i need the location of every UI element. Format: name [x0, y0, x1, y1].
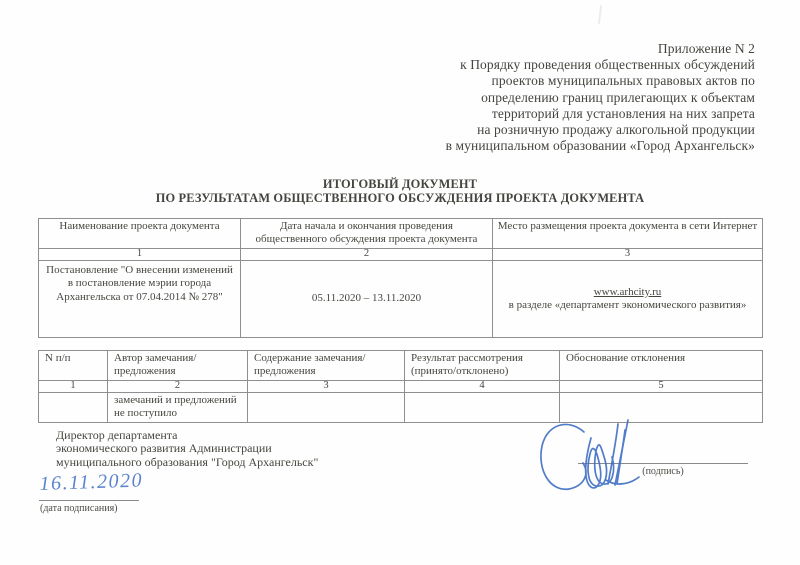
- table2-header-result: Результат рассмотрения (принято/отклонено): [405, 351, 560, 381]
- table2-col-number: 5: [560, 380, 763, 392]
- signer-title-line: муниципального образования "Город Архангельск": [56, 454, 319, 469]
- appendix-line: на розничную продажу алкогольной продукции: [477, 122, 755, 138]
- date-caption: (дата подписания): [40, 503, 118, 514]
- table2-number-row: [39, 380, 763, 392]
- table2-header-index: N п/п: [39, 351, 108, 381]
- table1-col-number: 3: [493, 249, 763, 261]
- scan-artifact: [598, 5, 602, 24]
- handwritten-date: 16.11.2020: [39, 469, 144, 496]
- table2-col-number: 4: [405, 380, 560, 392]
- appendix-line: Приложение N 2: [657, 41, 755, 56]
- appendix-header: [446, 41, 755, 154]
- arhcity-url-note: в разделе «департамент экономического развития»: [508, 299, 747, 311]
- table2-col-number: 3: [248, 380, 405, 392]
- appendix-line: к Порядку проведения общественных обсуждений: [460, 57, 755, 73]
- date-line: [39, 500, 139, 501]
- table1-col-number: 1: [39, 249, 241, 261]
- table2-cell-index: [39, 392, 108, 422]
- document-title-line2: ПО РЕЗУЛЬТАТАМ ОБЩЕСТВЕННОГО ОБСУЖДЕНИЯ ПРОЕКТА ДОКУМЕНТА: [155, 190, 645, 205]
- appendix-line: определению границ прилегающих к объектам: [481, 89, 755, 105]
- table2-header-content: Содержание замечания/предложения: [248, 351, 405, 381]
- appendix-line: проектов муниципальных правовых актов по: [491, 73, 755, 89]
- table1-data-row: [39, 261, 763, 338]
- table2-cell-author: замечаний и предложений не поступило: [108, 392, 248, 422]
- table2-col-number: 1: [39, 380, 108, 392]
- arhcity-url-text: www.arhcity.ru: [593, 285, 662, 298]
- comments-table: [38, 350, 763, 423]
- table1-header-dates: Дата начала и окончания проведения общественного обсуждения проекта документа: [241, 219, 493, 249]
- signer-title-block: [56, 429, 318, 469]
- table2-cell-content: [248, 392, 405, 422]
- signature-caption: (подпись): [642, 466, 684, 477]
- project-discussion-table: [38, 218, 763, 338]
- signer-title-line: экономического развития Администрации: [56, 441, 272, 456]
- appendix-line: территорий для установления на них запрета: [491, 105, 755, 121]
- signer-title-line: Директор департамента: [56, 428, 178, 442]
- table2-header-row: [39, 351, 763, 381]
- table2-header-author: Автор замечания/предложения: [108, 351, 248, 381]
- table2-header-justification: Обоснование отклонения: [560, 351, 763, 381]
- table2-col-number: 2: [108, 380, 248, 392]
- table1-header-placement: Место размещения проекта документа в сети Интернет: [493, 219, 763, 249]
- appendix-line: в муниципальном образовании «Город Архангельск»: [445, 138, 755, 154]
- table1-number-row: [39, 249, 763, 261]
- table1-col-number: 2: [241, 249, 493, 261]
- table2-cell-result: [405, 392, 560, 422]
- document-title: [0, 178, 800, 205]
- table1-header-project-name: Наименование проекта документа: [39, 219, 241, 249]
- table1-cell-placement: [493, 261, 763, 338]
- table1-header-row: [39, 219, 763, 249]
- table1-cell-dates: 05.11.2020 – 13.11.2020: [241, 261, 493, 338]
- document-title-line1: ИТОГОВЫЙ ДОКУМЕНТ: [322, 177, 478, 191]
- table1-cell-project-name: Постановление "О внесении изменений в постановление мэрии города Архангельска от 07.04.2014 № 278": [39, 261, 241, 338]
